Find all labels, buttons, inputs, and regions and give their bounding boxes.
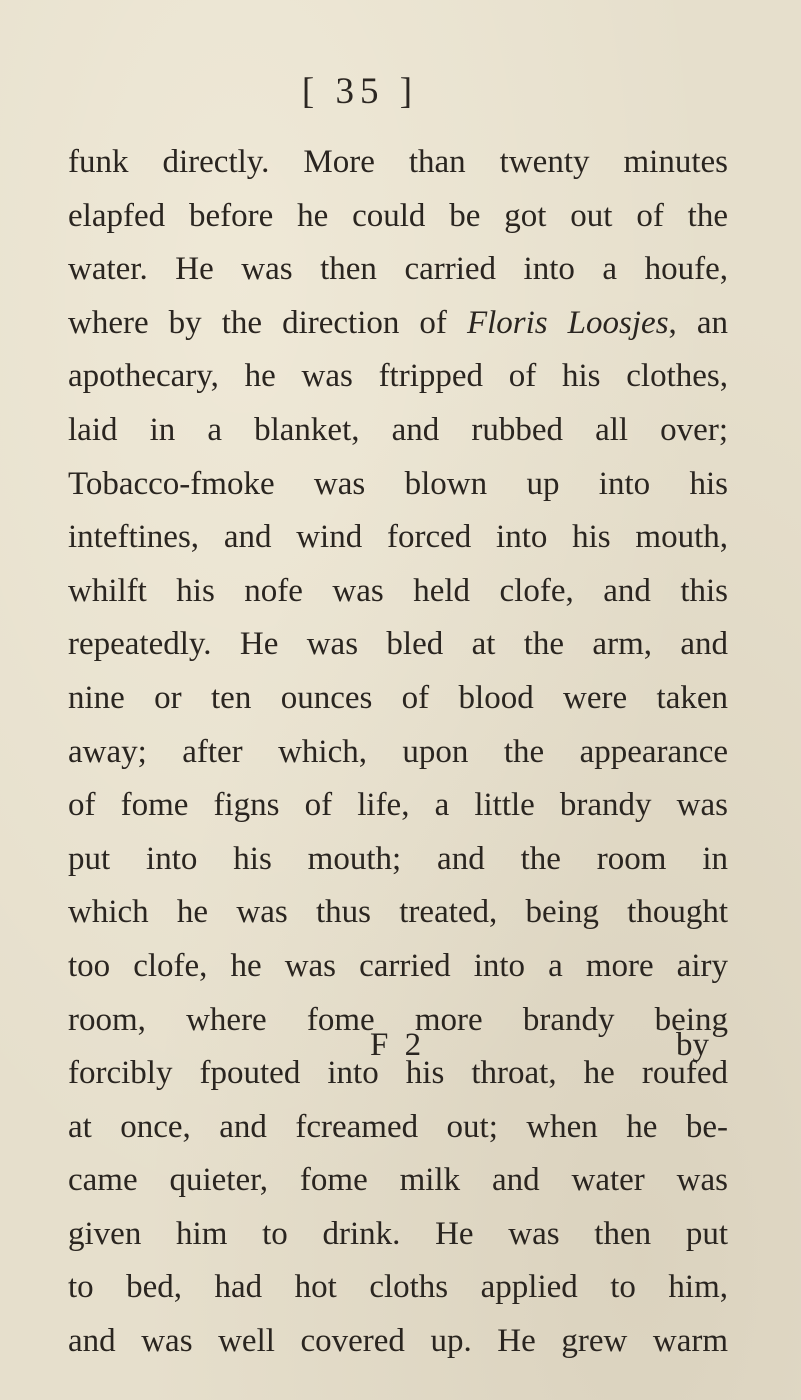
text-line: of fome figns of life, a little brandy was [68,787,728,824]
text-segment: , an [668,304,728,341]
body-text [68,136,728,1369]
text-line: room, where fome more brandy being [68,1001,728,1038]
text-line: inteftines, and wind forced into his mouth, [68,519,728,556]
text-line: Tobacco-fmoke was blown up into his [68,465,728,502]
text-line: whilft his nofe was held clofe, and this [68,572,728,609]
text-line: water. He was then carried into a houfe, [68,251,728,288]
text-line: came quieter, fome milk and water was [68,1162,728,1199]
signature-mark: F 2 [370,1027,426,1063]
text-line: too clofe, he was carried into a more airy [68,947,728,984]
text-line: given him to drink. He was then put [68,1215,728,1252]
text-line: away; after which, upon the appearance [68,733,728,770]
text-line: nine or ten ounces of blood were taken [68,679,728,716]
text-line: at once, and fcreamed out; when he be- [68,1108,728,1145]
page-number: [ 35 ] [301,71,419,112]
catchword: by [676,1027,709,1063]
text-line: to bed, had hot cloths applied to him, [68,1269,728,1306]
text-line: and was well covered up. He grew warm [68,1323,728,1360]
text-line: apothecary, he was ftripped of his clothes, [68,358,728,395]
text-line: laid in a blanket, and rubbed all over; [68,411,728,448]
page-footer [0,1018,801,1072]
text-line: funk directly. More than twenty minutes [68,144,728,180]
text-line: elapfed before he could be got out of the [68,197,728,234]
italic-name: Floris Loosjes [466,304,669,341]
text-line: which he was thus treated, being thought [68,894,728,931]
text-line: repeatedly. He was bled at the arm, and [68,626,728,663]
text-line [68,297,728,351]
text-line: put into his mouth; and the room in [68,840,728,877]
text-segment: where by the direction of [68,304,467,341]
text-line: forcibly fpouted into his throat, he roufed [68,1055,728,1092]
